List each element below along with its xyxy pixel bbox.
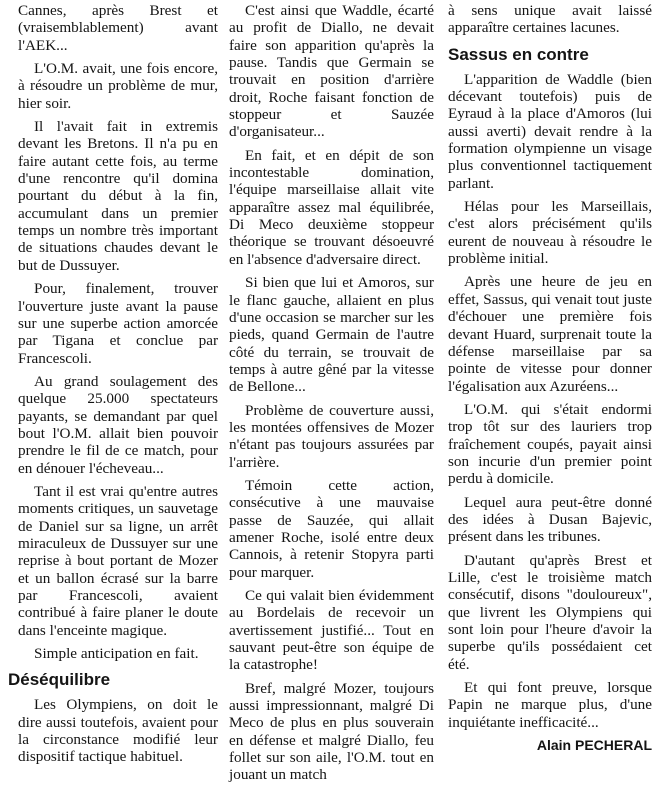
paragraph: Lequel aura peut-être donné des idées à Dusan Bajevic, présent dans les tribunes.	[448, 493, 652, 546]
paragraph: Bref, malgré Mozer, toujours aussi impressionnant, malgré Di Meco de plus en plus souverain en défense et malgré Diallo, feu follet sur son aile, l'O.M. tout en jouant un match	[229, 679, 434, 784]
paragraph: Cannes, après Brest et (vraisemblablement) avant l'AEK...	[18, 2, 218, 54]
paragraph: L'apparition de Waddle (bien décevant toutefois) puis de Eyraud à la place d'Amoros (lui aussi averti) devait rendre à la formation olympienne un visage plus conventionnel tactiquement parlant.	[448, 70, 652, 192]
paragraph: L'O.M. qui s'était endormi trop tôt sur des lauriers trop fraîchement coupés, payait ainsi son incurie d'un premier point perdu à domicile.	[448, 400, 652, 488]
article-column-3	[448, 2, 652, 760]
paragraph: Hélas pour les Marseillais, c'est alors précisément qu'ils eurent de nouveau à résoudre le problème initial.	[448, 198, 652, 268]
paragraph: En fait, et en dépit de son incontestable domination, l'équipe marseillaise allait vite apparaître assez mal équilibrée, Di Meco deuxième stoppeur théorique se trouvant désoeuvré en l'absence d'adversaire direct.	[229, 146, 434, 268]
paragraph: Il l'avait fait in extremis devant les Bretons. Il n'a pu en faire autant cette fois, au terme d'une rencontre qu'il domina pourtant du début à la fin, accumulant dans un premier temps un nombre très important de situations chaudes devant le but de Dussuyer.	[18, 118, 218, 274]
paragraph: Ce qui valait bien évidemment au Bordelais de recevoir un avertissement justifié... Tout en sauvant peut-être son équipe de la catastrophe!	[229, 587, 434, 674]
paragraph: Si bien que lui et Amoros, sur le flanc gauche, allaient en plus d'une occasion se marcher sur les pieds, quand Germain de l'autre côté du terrain, se trouvait de temps à autre gêné par la vitesse de Bellone...	[229, 274, 434, 396]
paragraph: Pour, finalement, trouver l'ouverture juste avant la pause sur une superbe action amorcée par Tigana et conclue par Francescoli.	[18, 280, 218, 367]
article-column-2	[229, 2, 434, 790]
paragraph: Après une heure de jeu en effet, Sassus, qui venait tout juste d'échouer une première fois devant Huard, surprenait toute la défense marseillaise par sa pointe de vitesse pour donner l'égalisation aux Azuréens...	[448, 273, 652, 395]
subheading: Déséquilibre	[8, 670, 111, 690]
article-column-1	[8, 2, 218, 772]
paragraph: L'O.M. avait, une fois encore, à résoudre un problème de mur, hier soir.	[18, 60, 218, 112]
paragraph: D'autant qu'après Brest et Lille, c'est le troisième match consécutif, disons "douloureux", que livrent les Olympiens qui sont loin pour l'heure d'avoir la superbe qu'ils possédaient cet été.	[448, 551, 652, 673]
paragraph: Et qui font preuve, lorsque Papin ne marque plus, d'une inquiétante inefficacité...	[448, 679, 652, 731]
paragraph: Les Olympiens, on doit le dire aussi toutefois, avaient pour la circonstance modifié leur dispositif tactique habituel.	[18, 696, 218, 766]
paragraph: à sens unique avait laissé apparaître certaines lacunes.	[448, 2, 652, 37]
author-signature: Alain PECHERAL	[536, 737, 652, 754]
paragraph: C'est ainsi que Waddle, écarté au profit de Diallo, ne devait faire son apparition qu'après la pause. Tandis que Germain se trouvait en position d'arrière droit, Roche faisant fonction de stoppeur et Sauzée d'organisateur...	[229, 2, 434, 141]
paragraph: Tant il est vrai qu'entre autres moments critiques, un sauvetage de Daniel sur sa ligne, un arrêt miraculeux de Dussuyer sur une reprise à bout portant de Mozer et un ballon écrasé sur la barre par Francescoli, avaient contribué à faire planer le doute dans l'enceinte magique.	[18, 482, 218, 639]
paragraph: Témoin cette action, consécutive à une mauvaise passe de Sauzée, qui allait amener Roche, isolé entre deux Cannois, à retenir Stopyra parti pour marquer.	[229, 476, 434, 581]
paragraph: Au grand soulagement des quelque 25.000 spectateurs payants, se demandant par quel bout l'O.M. allait bien pouvoir prendre le fil de ce match, pour en dénouer l'écheveau...	[18, 372, 218, 477]
paragraph: Problème de couverture aussi, les montées offensives de Mozer n'étant pas toujours assurées par l'arrière.	[229, 401, 434, 471]
paragraph: Simple anticipation en fait.	[34, 645, 199, 663]
subheading: Sassus en contre	[448, 44, 589, 64]
